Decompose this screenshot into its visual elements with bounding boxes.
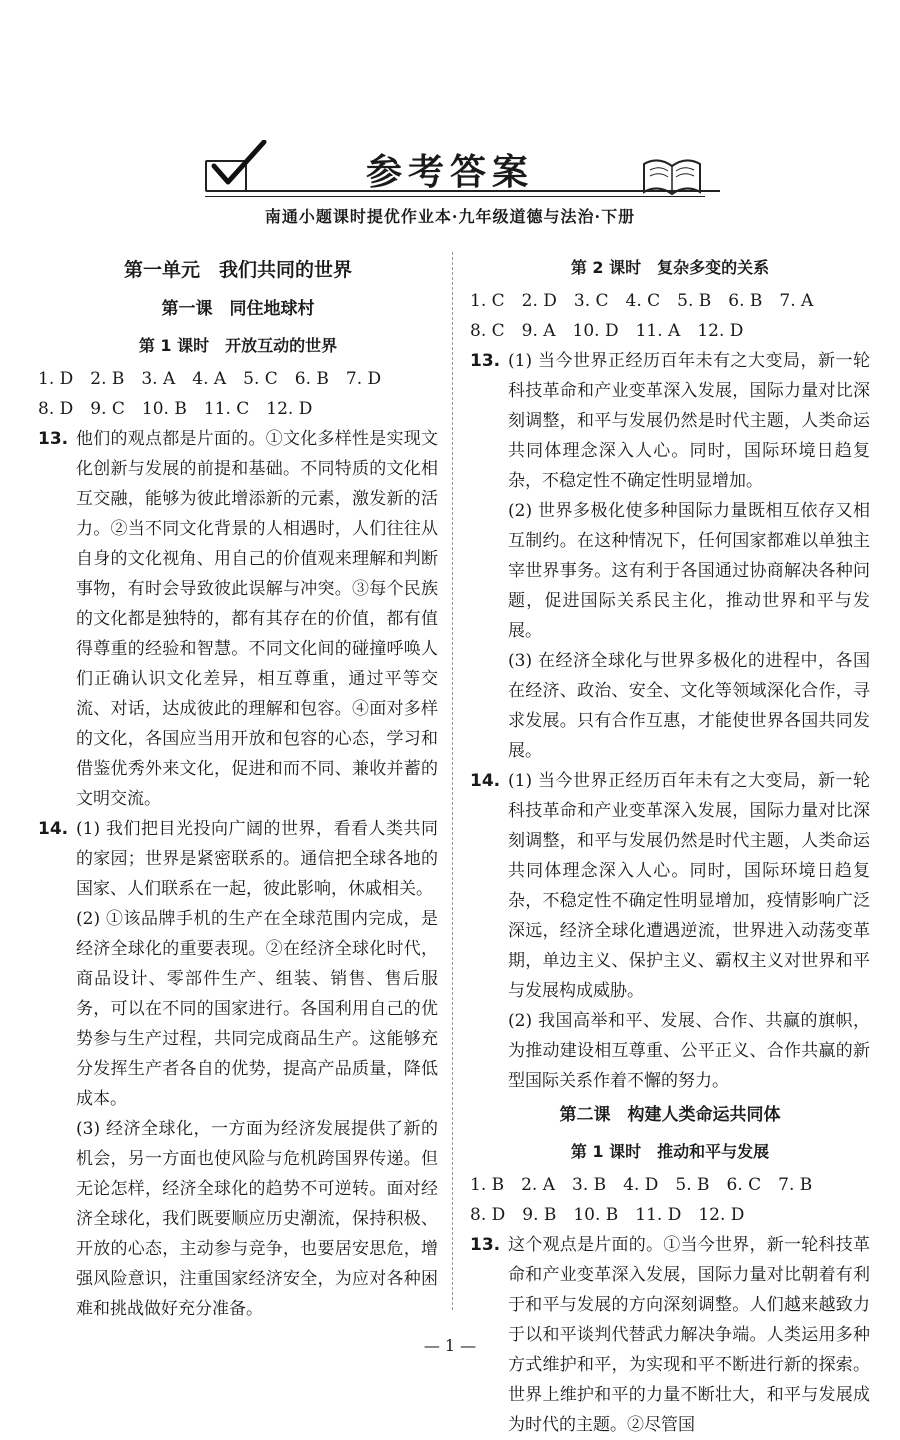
question-13	[38, 424, 438, 814]
period-heading: 第 1 课时 开放互动的世界	[138, 336, 338, 355]
answer-row: 8. D 9. B 10. B 11. D 12. D	[470, 1205, 745, 1225]
question-number: 13.	[38, 429, 69, 449]
answer-row: 1. B 2. A 3. B 4. D 5. B 6. C 7. B	[470, 1175, 813, 1195]
lesson-heading: 第一课 同住地球村	[161, 299, 315, 319]
left-column	[38, 250, 438, 1324]
period-heading: 第 1 课时 推动和平与发展	[570, 1142, 770, 1161]
question-13	[470, 346, 870, 766]
question-number: 14.	[38, 819, 69, 839]
page-header	[0, 140, 900, 250]
answer-row: 8. C 9. A 10. D 11. A 12. D	[470, 321, 744, 341]
answer-paragraph: (2) 我国高举和平、发展、合作、共赢的旗帜，为推动建设相互尊重、公平正义、合作共赢的新型国际关系作着不懈的努力。	[508, 1011, 870, 1091]
right-column	[470, 250, 870, 1440]
question-14	[38, 814, 438, 1324]
page-subtitle: 南通小题课时提优作业本·九年级道德与法治·下册	[264, 207, 636, 226]
header-rule-thin	[205, 196, 705, 197]
column-divider	[452, 252, 453, 1310]
lesson-heading: 第二课 构建人类命运共同体	[559, 1105, 781, 1125]
question-14	[470, 766, 870, 1096]
question-number: 13.	[470, 351, 501, 371]
question-number: 13.	[470, 1235, 501, 1255]
answer-paragraph: 他们的观点都是片面的。①文化多样性是实现文化创新与发展的前提和基础。不同特质的文化相互交融，能够为彼此增添新的元素，激发新的活力。②当不同文化背景的人相遇时，人们往往从自身的文化视角、用自己的价值观来理解和判断事物，有时会导致彼此误解与冲突。③每个民族的文化都是独特的，都有其存在的价值，都有值得尊重的经验和智慧。不同文化间的碰撞呼唤人们正确认识文化差异，相互尊重，通过平等交流、对话，达成彼此的理解和包容。④面对多样的文化，各国应当用开放和包容的心态，学习和借鉴优秀外来文化，促进和而不同、兼收并蓄的文明交流。	[76, 429, 438, 809]
open-book-icon	[640, 152, 704, 196]
answer-row: 1. C 2. D 3. C 4. C 5. B 6. B 7. A	[470, 291, 814, 311]
answer-paragraph: (1) 当今世界正经历百年未有之大变局，新一轮科技革命和产业变革深入发展，国际力量对比深刻调整，和平与发展仍然是时代主题，人类命运共同体理念深入人心。同时，国际环境日趋复杂，不稳定性不确定性明显增加，疫情影响广泛深远，经济全球化遭遇逆流，世界进入动荡变革期，单边主义、保护主义、霸权主义对世界和平与发展构成威胁。	[508, 771, 870, 1001]
question-number: 14.	[470, 771, 501, 791]
answer-row: 8. D 9. C 10. B 11. C 12. D	[38, 399, 313, 419]
question-13b	[470, 1230, 870, 1440]
answer-paragraph: (1) 我们把目光投向广阔的世界，看看人类共同的家园；世界是紧密联系的。通信把全球各地的国家、人们联系在一起，彼此影响，休戚相关。	[76, 819, 438, 899]
answer-paragraph: (1) 当今世界正经历百年未有之大变局，新一轮科技革命和产业变革深入发展，国际力量对比深刻调整，和平与发展仍然是时代主题，人类命运共同体理念深入人心。同时，国际环境日趋复杂，不稳定性不确定性明显增加。	[508, 351, 870, 491]
page-title: 参考答案	[365, 152, 534, 193]
period-heading: 第 2 课时 复杂多变的关系	[570, 258, 770, 277]
answer-paragraph: (3) 经济全球化，一方面为经济发展提供了新的机会，另一方面也使风险与危机跨国界传递。但无论怎样，经济全球化的趋势不可逆转。面对经济全球化，我们既要顺应历史潮流，保持积极、开放的心态，主动参与竞争，也要居安思危，增强风险意识，注重国家经济安全，为应对各种困难和挑战做好充分准备。	[76, 1119, 438, 1319]
answer-paragraph: (2) ①该品牌手机的生产在全球范围内完成，是经济全球化的重要表现。②在经济全球化时代，商品设计、零部件生产、组装、销售、售后服务，可以在不同的国家进行。各国利用自己的优势参与生产过程，共同完成商品生产。这能够充分发挥生产者各自的优势，提高产品质量，降低成本。	[76, 909, 438, 1109]
unit-heading: 第一单元 我们共同的世界	[123, 259, 352, 281]
answer-row: 1. D 2. B 3. A 4. A 5. C 6. B 7. D	[38, 369, 382, 389]
answer-paragraph: 这个观点是片面的。①当今世界，新一轮科技革命和产业变革深入发展，国际力量对比朝着有利于和平与发展的方向深刻调整。人们越来越致力于以和平谈判代替武力解决争端。人类运用多种方式维护和平，为实现和平不断进行新的探索。世界上维护和平的力量不断壮大，和平与发展成为时代的主题。②尽管国	[508, 1235, 870, 1435]
answer-paragraph: (3) 在经济全球化与世界多极化的进程中，各国在经济、政治、安全、文化等领域深化合作，寻求发展。只有合作互惠，才能使世界各国共同发展。	[508, 651, 870, 761]
answer-paragraph: (2) 世界多极化使多种国际力量既相互依存又相互制约。在这种情况下，任何国家都难以单独主宰世界事务。这有利于各国通过协商解决各种问题，促进国际关系民主化，推动世界和平与发展。	[508, 501, 870, 641]
page-number: — 1 —	[423, 1336, 477, 1355]
